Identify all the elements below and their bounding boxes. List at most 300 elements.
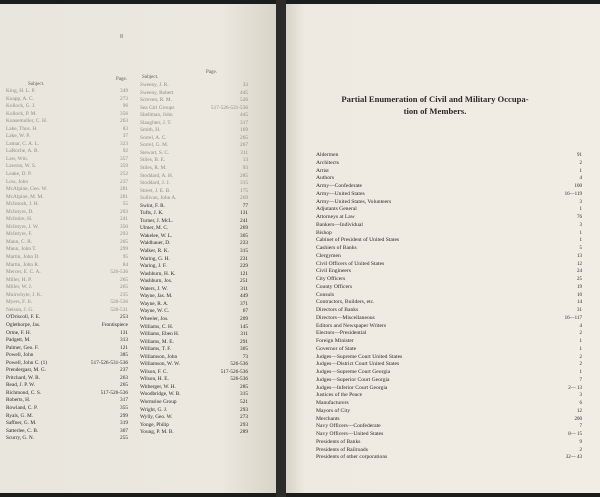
index-entry-value: 323 <box>120 140 128 147</box>
index-entry-value: 311 <box>240 149 248 156</box>
occupation-row-value: 4 <box>579 323 582 329</box>
index-entry-value: 315 <box>240 391 248 398</box>
index-entry <box>140 195 248 203</box>
index-entry-label: Waring, G. H. <box>140 255 170 262</box>
index-entry <box>6 194 128 202</box>
index-entry-label: Mercer, E. C. A. <box>6 269 41 276</box>
occupation-row-value: 91 <box>577 153 582 158</box>
index-entry-label: McIntire, H. <box>6 216 33 223</box>
index-entry <box>140 142 248 150</box>
index-entry <box>140 248 248 256</box>
index-entry-value: 265 <box>120 284 128 291</box>
occupation-row <box>316 253 582 261</box>
index-entry <box>140 82 248 90</box>
index-entry-value: 121 <box>240 270 248 277</box>
index-entry <box>140 414 248 422</box>
index-entry <box>6 413 128 421</box>
index-entry <box>6 390 128 398</box>
index-entry-label: McIntyre, D. <box>6 208 34 215</box>
occupation-row <box>316 307 582 315</box>
index-entry-label: Low, John <box>6 178 29 185</box>
index-entry <box>140 316 248 324</box>
index-entry <box>140 286 248 294</box>
index-entry <box>6 171 128 179</box>
index-entry-value: 251 <box>240 278 248 285</box>
index-entry <box>6 246 128 254</box>
index-entry-label: Scurry, G. N. <box>6 435 35 442</box>
index-entry-value: 84 <box>122 261 128 268</box>
index-entry-label: Nelson, J. G. <box>6 306 34 313</box>
occupation-row-value: 76 <box>577 215 582 220</box>
index-entry-value: 317 <box>240 119 248 126</box>
index-entry-value: 175 <box>240 187 248 194</box>
index-entry-value: 313 <box>120 337 128 344</box>
occupation-row-value: 1 <box>579 207 582 213</box>
occupation-row-label: Attorneys at Law <box>316 214 355 220</box>
occupation-row <box>316 408 582 416</box>
index-entry-value: 517-526-531-536 <box>210 104 248 111</box>
occupation-row-label: Bankers—Individual <box>316 221 363 228</box>
occupation-row-value: 1 <box>579 339 582 344</box>
occupation-row <box>316 439 582 447</box>
index-entry <box>140 278 248 286</box>
occupation-row-value: 24 <box>577 269 582 275</box>
index-entry-value: 305 <box>240 232 248 239</box>
index-entry <box>140 173 248 181</box>
occupation-row <box>316 361 582 369</box>
index-entry-value: 357 <box>120 155 128 162</box>
index-entry-label: McIntyre, J. W. <box>6 223 39 230</box>
index-entry-value: 55 <box>122 201 128 208</box>
occupation-row <box>316 330 582 338</box>
occupation-row-value: 13 <box>577 253 582 259</box>
occupation-row <box>316 199 582 207</box>
index-entry-value: 209 <box>240 315 248 322</box>
index-entry-label: Oglethorpe, Jas. <box>6 321 41 328</box>
index-entry <box>140 135 248 143</box>
index-entry <box>6 277 128 285</box>
occupation-row <box>316 292 582 300</box>
index-entry <box>6 156 128 164</box>
occupation-row-label: Navy Officers—Confederate <box>316 423 381 430</box>
index-entry-value: 233 <box>240 240 248 247</box>
index-entry-label: Miller, W. J. <box>6 284 33 291</box>
index-entry-value: 315 <box>240 248 248 255</box>
occupation-row <box>316 222 582 230</box>
occupation-row-value: 3 <box>579 199 582 205</box>
index-entry-label: Read, J. P. W. <box>6 382 35 389</box>
index-entry <box>6 231 128 239</box>
index-entry-value: 521 <box>240 398 248 405</box>
index-entry <box>140 376 248 384</box>
occupation-row-value: 2 <box>579 160 582 166</box>
index-entry <box>140 127 248 135</box>
title-line-1: Partial Enumeration of Civil and Military Occupa- <box>341 94 529 104</box>
index-entry-label: Palmer, Geo. F. <box>6 344 39 351</box>
index-entry <box>140 90 248 98</box>
index-entry-label: Sea Girl Groups <box>140 104 175 111</box>
index-entry-label: Lamar, C. A. L. <box>6 140 40 147</box>
page-number: 8 <box>120 34 123 40</box>
index-entry-label: Myers, F. Jr. <box>6 299 33 306</box>
index-entry-value: 169 <box>240 127 248 134</box>
occupation-row-label: Presidents of Railroads <box>316 446 368 453</box>
index-entry-value: 131 <box>120 329 128 336</box>
occupation-row-label: Governor of State <box>316 345 357 352</box>
index-entry-value: 253 <box>120 314 128 321</box>
occupation-row <box>316 338 582 346</box>
occupation-row <box>316 323 582 331</box>
index-entry-value: 526-536 <box>230 361 248 368</box>
index-entry <box>6 262 128 270</box>
index-entry-label: Swint, F. R. <box>140 202 166 209</box>
index-entry-label: Stoddard, J. J. <box>140 180 170 187</box>
index-entry-value: 356 <box>120 110 128 117</box>
index-entry-label: Washburn, H. K. <box>140 270 176 277</box>
occupation-row <box>316 400 582 408</box>
index-entry-value: 241 <box>120 216 128 223</box>
index-entry-label: Wormsloe Group <box>140 398 177 405</box>
occupation-row-value: 2— 13 <box>568 385 582 391</box>
index-entry <box>140 422 248 430</box>
index-entry-label: Roberts, H. <box>6 397 31 404</box>
index-entry <box>6 209 128 217</box>
index-entry-label: Sorrel, G. M. <box>140 142 169 149</box>
occupation-row <box>316 261 582 269</box>
column1-page-header: Page. <box>116 77 127 82</box>
index-entry-value: 350 <box>120 223 128 230</box>
index-entry <box>140 271 248 279</box>
index-entry <box>140 225 248 233</box>
index-entry-label: Waldhauer, D. <box>140 240 171 247</box>
index-entry <box>140 218 248 226</box>
occupation-row <box>316 346 582 354</box>
index-entry-label: McAlpine, Geo. W. <box>6 186 48 193</box>
index-entry <box>140 429 248 437</box>
occupation-row <box>316 276 582 284</box>
column1-subject-header: Subject. <box>28 82 45 87</box>
index-entry <box>6 420 128 428</box>
index-entry-label: Satterlee, C. B. <box>6 427 39 434</box>
index-entry-label: Martin, John R. <box>6 261 40 268</box>
index-entry <box>6 292 128 300</box>
occupation-row <box>316 431 582 439</box>
occupation-row-label: Authors <box>316 175 335 182</box>
index-entry-value: 255 <box>120 435 128 442</box>
index-entry <box>6 141 128 149</box>
index-entry <box>6 352 128 360</box>
index-entry-value: 526 <box>240 97 248 104</box>
occupation-row-label: Editors and Newspaper Writers <box>316 322 387 329</box>
occupation-row-value: 7 <box>579 377 582 383</box>
index-entry <box>140 210 248 218</box>
index-entry-label: Williams, M. E. <box>140 338 174 345</box>
index-entry-label: Wheeler, Jos. <box>140 315 169 322</box>
occupation-row-label: Judges—District Court United States <box>316 361 400 368</box>
index-entry <box>6 435 128 443</box>
index-entry-value: 289 <box>240 429 248 436</box>
index-entry-value: 83 <box>122 125 128 132</box>
index-entry <box>6 148 128 156</box>
index-entry <box>6 269 128 277</box>
index-entry-label: Mann, John T. <box>6 246 37 253</box>
occupation-row-value: 1 <box>579 370 582 375</box>
column2-page-header: Page. <box>206 70 217 75</box>
index-entry <box>6 216 128 224</box>
index-entry <box>140 331 248 339</box>
index-entry-value: 252 <box>120 171 128 178</box>
index-entry-value: 291 <box>240 338 248 345</box>
index-entry-label: McIntyre, F. <box>6 231 33 238</box>
index-entry-label: Lake, W. P. <box>6 133 30 140</box>
index-entry-value: 445 <box>240 89 248 96</box>
index-entry-label: Sorrel, A. C. <box>140 134 167 141</box>
index-entry <box>6 88 128 96</box>
index-entry-value: 121 <box>120 344 128 351</box>
index-entry <box>6 111 128 119</box>
index-entry <box>140 324 248 332</box>
index-entry-label: Muirwhyte, J. K. <box>6 291 43 298</box>
occupation-row <box>316 237 582 245</box>
index-entry <box>6 322 128 330</box>
occupation-row-value: 2 <box>579 331 582 337</box>
index-entry <box>140 369 248 377</box>
book-gutter <box>276 0 286 497</box>
occupation-row-value: 2 <box>579 354 582 360</box>
occupation-row-label: Judges—Superior Court Georgia <box>316 376 390 383</box>
index-entry-label: Wilson, F. C. <box>140 368 168 375</box>
index-entry-value: 265 <box>120 382 128 389</box>
occupation-row <box>316 191 582 199</box>
page-title <box>300 93 570 117</box>
index-entry-value: 96 <box>122 103 128 110</box>
index-entry <box>140 105 248 113</box>
index-entry-label: Stiles, B. E. <box>140 157 166 164</box>
occupation-row-label: Mayors of City <box>316 407 351 414</box>
index-entry-value: 319 <box>120 420 128 427</box>
index-entry-value: 526-536 <box>230 376 248 383</box>
occupation-row-label: Electors—Presidential <box>316 330 367 337</box>
index-entry-label: Leake, D. P. <box>6 171 32 178</box>
index-entry <box>140 407 248 415</box>
index-entry-label: Screven, R. M. <box>140 97 172 104</box>
index-column-2 <box>140 82 248 437</box>
index-entry <box>6 367 128 375</box>
index-entry <box>6 239 128 247</box>
index-entry <box>6 254 128 262</box>
index-entry-value: 145 <box>240 323 248 330</box>
occupation-row <box>316 377 582 385</box>
title-line-2: tion of Members. <box>403 106 467 116</box>
occupation-row-label: Civil Officers of United States <box>316 260 385 267</box>
index-entry-value: 526-536 <box>110 299 128 306</box>
index-entry <box>140 165 248 173</box>
occupation-row-value: 14 <box>577 300 582 306</box>
index-entry-label: King, H. L. P. <box>6 88 36 94</box>
index-entry-label: Wright, G. J. <box>140 406 168 413</box>
index-entry <box>6 330 128 338</box>
index-entry-value: 269 <box>240 195 248 202</box>
occupation-row-label: Consuls <box>316 291 335 298</box>
occupation-row-label: Architects <box>316 159 339 166</box>
index-entry <box>140 263 248 271</box>
occupation-row <box>316 183 582 191</box>
index-entry-label: Young, P. M. B. <box>140 429 174 436</box>
occupation-list <box>316 152 582 462</box>
index-entry-value: 293 <box>120 231 128 238</box>
index-entry-value: 203 <box>120 208 128 215</box>
occupation-row <box>316 268 582 276</box>
index-entry-label: McAlpine, M. M. <box>6 193 44 200</box>
index-column-1 <box>6 88 128 443</box>
index-entry-value: 267 <box>240 142 248 149</box>
index-entry <box>6 375 128 383</box>
occupation-row-label: City Officers <box>316 276 346 282</box>
index-entry-value: 235 <box>120 291 128 298</box>
occupation-row-value: 3 <box>579 393 582 399</box>
index-entry <box>6 186 128 194</box>
index-entry <box>6 96 128 104</box>
index-entry-value: 229 <box>240 263 248 270</box>
index-entry <box>6 126 128 134</box>
index-entry <box>140 346 248 354</box>
occupation-row-label: Army—Confederate <box>316 183 362 189</box>
index-entry-label: Tufts, J. K. <box>140 210 164 217</box>
index-entry <box>6 405 128 413</box>
occupation-row <box>316 152 582 160</box>
index-entry <box>140 256 248 264</box>
occupation-row-label: Army—United States, Volunteers <box>316 198 392 205</box>
occupation-row <box>316 175 582 183</box>
occupation-row <box>316 354 582 362</box>
occupation-row-label: Presidents of other corporations <box>316 454 388 461</box>
index-entry-label: Yonge, Philip <box>140 421 169 428</box>
index-entry-value: 526-531 <box>110 306 128 313</box>
index-entry-value: 311 <box>240 285 248 292</box>
occupation-row <box>316 206 582 214</box>
occupation-row <box>316 299 582 307</box>
occupation-row-label: Bishop <box>316 229 332 236</box>
occupation-row-label: Aldermen <box>316 152 339 158</box>
index-entry-value: 231 <box>240 255 248 262</box>
index-entry-label: Sweeny, J. R. <box>140 82 169 88</box>
index-entry-value: 311 <box>240 331 248 338</box>
occupation-row-label: Contractors, Builders, etc. <box>316 299 375 306</box>
index-entry-label: Sullivan, John A. <box>140 195 177 202</box>
index-entry <box>140 339 248 347</box>
occupation-row <box>316 284 582 292</box>
occupation-row-value: 200 <box>574 416 582 422</box>
index-entry-value: 315 <box>240 180 248 187</box>
occupation-row-label: Foreign Minister <box>316 338 354 344</box>
index-entry <box>6 428 128 436</box>
index-entry-label: Padgett, M. <box>6 337 31 344</box>
occupation-row-value: 7 <box>579 424 582 430</box>
index-entry-value: 281 <box>120 193 128 200</box>
index-entry-value: 241 <box>240 217 248 224</box>
index-entry <box>140 97 248 105</box>
index-entry-label: Waters, J. W. <box>140 285 168 292</box>
index-entry <box>6 118 128 126</box>
index-entry-value: 305 <box>240 346 248 353</box>
left-page <box>0 4 276 493</box>
index-entry <box>140 354 248 362</box>
index-entry <box>140 399 248 407</box>
index-entry <box>6 314 128 322</box>
occupation-row-label: Artist <box>316 167 329 174</box>
index-entry-label: Martin, John D. <box>6 254 40 261</box>
occupation-row-value: 100 <box>574 184 582 189</box>
index-entry-value: 13 <box>242 157 248 164</box>
index-entry <box>6 284 128 292</box>
occupation-row-label: Directors of Banks <box>316 307 359 313</box>
index-entry-label: Wylly, Geo. W. <box>140 414 173 421</box>
occupation-row-label: Directors—Miscellaneous <box>316 314 375 321</box>
index-entry-value: 307 <box>120 427 128 434</box>
index-entry-label: Williams, T. F. <box>140 346 172 353</box>
occupation-row-label: Army—United States <box>316 190 365 197</box>
index-entry-label: Wilson, H. E. <box>140 376 169 383</box>
index-entry <box>140 157 248 165</box>
index-entry-label: Williams, Eben H. <box>140 331 180 338</box>
index-entry <box>6 360 128 368</box>
index-entry-value: 285 <box>240 383 248 390</box>
index-entry-value: 317 <box>120 397 128 404</box>
index-entry-label: Wakelee, W. L. <box>140 232 173 239</box>
index-entry <box>6 345 128 353</box>
index-entry-value: 517-526-531-536 <box>90 359 128 366</box>
index-entry-value: 33 <box>242 82 248 88</box>
occupation-row <box>316 454 582 462</box>
index-entry-label: Kunsemuller, C. H. <box>6 118 48 125</box>
index-entry-label: O'Driscoll, F. E. <box>6 314 41 321</box>
index-entry <box>140 240 248 248</box>
occupation-row-label: Judges—Supreme Court Georgia <box>316 369 391 375</box>
occupation-row-label: Judges—Inferior Court Georgia <box>316 384 388 391</box>
index-entry-value: 265 <box>240 134 248 141</box>
index-entry-label: Mann, C. R. <box>6 238 33 245</box>
index-entry-label: Richmond, C. S. <box>6 389 42 396</box>
index-entry-label: Lawton, W. S. <box>6 163 37 170</box>
index-entry <box>6 224 128 232</box>
index-entry-value: 67 <box>242 308 248 315</box>
occupation-row-value: 12 <box>577 408 582 414</box>
index-entry-label: Law, Wm. <box>6 155 29 162</box>
index-entry-label: Williamson, W. W. <box>140 361 180 368</box>
index-entry <box>140 180 248 188</box>
occupation-row-value: 8— 15 <box>568 432 582 437</box>
occupation-row-label: Merchants <box>316 415 340 422</box>
index-entry-label: Stewart, S. C. <box>140 149 170 156</box>
index-entry-label: Prendergast, M. G. <box>6 367 47 374</box>
index-entry-value: 273 <box>120 95 128 102</box>
occupation-row-label: Navy Officers—United States <box>316 431 384 437</box>
index-entry-value: 263 <box>120 374 128 381</box>
index-entry-label: Pritchard, W. R. <box>6 374 40 381</box>
index-entry-label: Ulmer, M. C. <box>140 225 169 232</box>
occupation-row-label: Clergymen <box>316 252 341 259</box>
index-entry-label: Saffner, G. M. <box>6 420 37 427</box>
occupation-row <box>316 369 582 377</box>
occupation-row-value: 16—119 <box>564 191 582 197</box>
index-entry-value: 273 <box>240 414 248 421</box>
occupation-row <box>316 423 582 431</box>
index-entry <box>140 391 248 399</box>
index-entry-value: 265 <box>120 276 128 283</box>
index-entry-label: LaRoche, A. B. <box>6 148 39 155</box>
occupation-row <box>316 245 582 253</box>
occupation-row <box>316 160 582 168</box>
